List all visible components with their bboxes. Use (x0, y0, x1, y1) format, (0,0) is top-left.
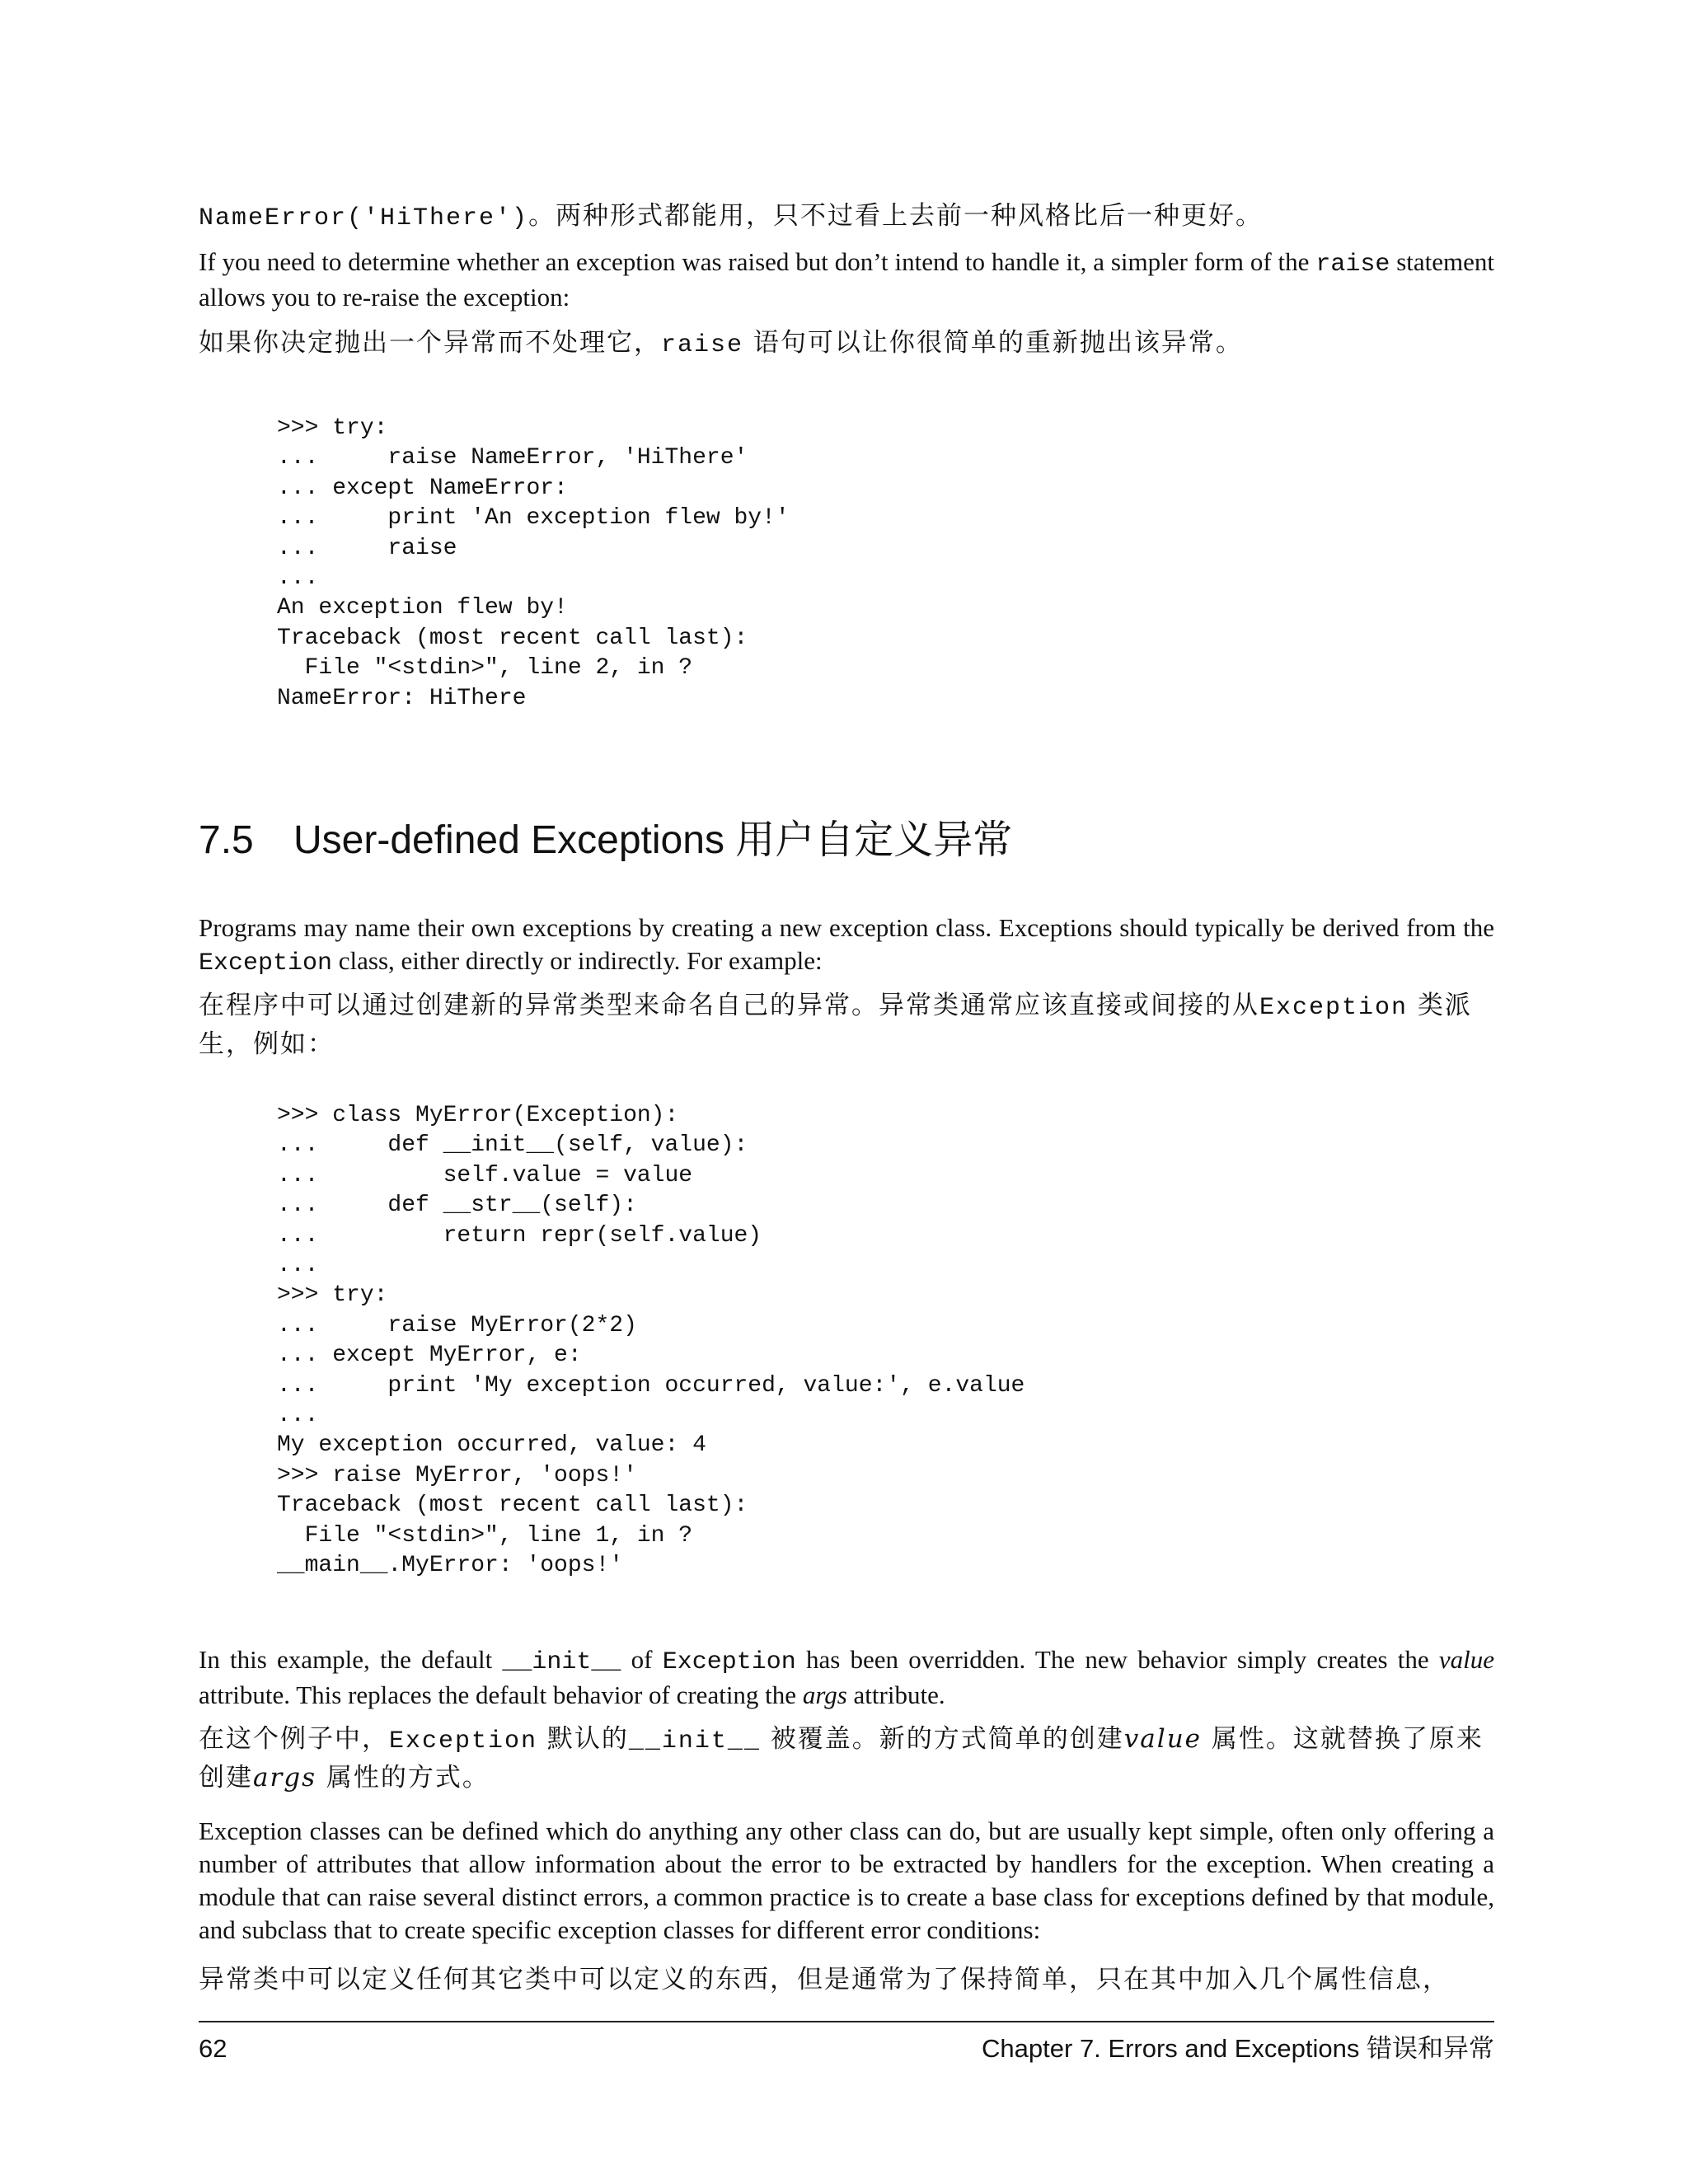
inline-code: Exception (1259, 994, 1409, 1022)
code-line: ... except NameError: (277, 475, 568, 501)
text: If you need to determine whether an exception was raised but don’t intend to handle it, a simpler form of the (199, 247, 1316, 276)
paragraph-reraise (199, 246, 1494, 314)
code-line: ... def __str__(self): (277, 1193, 637, 1219)
paragraph-user-exceptions-cn (199, 987, 1494, 1062)
emphasis: args (802, 1680, 847, 1709)
code-line: File "<stdin>", line 1, in ? (277, 1522, 693, 1549)
code-line: ... print 'My exception occurred, value:', e.value (277, 1372, 1025, 1399)
section-number: 7.5 (199, 818, 254, 862)
code-line: ... def __init__(self, value): (277, 1132, 748, 1159)
code-line: Traceback (most recent call last): (277, 625, 748, 651)
code-line: My exception occurred, value: 4 (277, 1432, 706, 1459)
code-line: NameError: HiThere (277, 685, 527, 711)
text: class, either directly or indirectly. For example: (332, 946, 823, 975)
inline-code: __init__ (502, 1648, 621, 1676)
inline-code: Exception (389, 1727, 538, 1755)
document-page (199, 0, 1494, 2184)
code-line: ... raise NameError, 'HiThere' (277, 445, 748, 471)
emphasis: value (1438, 1645, 1494, 1674)
text: 默认的 (537, 1724, 629, 1754)
text: 异常类中可以定义任何其它类中可以定义的东西，但是通常为了保持简单，只在其中加入几个属性信息， (199, 1965, 1450, 1994)
page-footer (199, 2031, 1494, 2067)
cn-text: 。两种形式都能用，只不过看上去前一种风格比后一种更好。 (528, 201, 1264, 231)
text: attribute. This replaces the default behavior of creating the (199, 1680, 803, 1709)
text: 如果你决定抛出一个异常而不处理它， (199, 328, 661, 358)
page-number: 62 (199, 2034, 227, 2063)
inline-code: Exception (662, 1648, 796, 1676)
text: 在这个例子中， (199, 1724, 389, 1754)
code-line: __main__.MyError: 'oops!' (277, 1553, 624, 1579)
text: 在程序中可以通过创建新的异常类型来命名自己的异常。异常类通常应该直接或间接的从 (199, 991, 1259, 1020)
text: attribute. (846, 1680, 945, 1709)
code-line: ... (277, 1253, 319, 1279)
code-line: File "<stdin>", line 2, in ? (277, 655, 693, 682)
text: 属性。这就替换了原来创建 (199, 1724, 1484, 1793)
code-line: ... raise (277, 535, 457, 561)
code-line: ... except MyError, e: (277, 1343, 582, 1369)
paragraph-exception-classes (199, 1815, 1494, 1947)
code-line: ... self.value = value (277, 1162, 693, 1188)
text: Exception classes can be defined which do anything any other class can do, but are usually kept simple, often only offering a number of attributes that allow information about the error to be extracted by handlers for the exception. When creating a module that can raise several distinct errors, a common practice is to create a base class for exceptions defined by that module, and subclass that to create specific exception classes for different error conditions: (199, 1816, 1494, 1944)
inline-code: raise (661, 331, 744, 359)
code-line: >>> try: (277, 1282, 388, 1309)
code-line: ... raise MyError(2*2) (277, 1312, 637, 1338)
section-title: User-defined Exceptions 用户自定义异常 (293, 818, 1013, 862)
code-line: An exception flew by! (277, 595, 568, 621)
code-block-myerror (277, 1101, 1025, 1582)
footer-divider (199, 2021, 1494, 2022)
inline-code: __init__ (628, 1727, 761, 1755)
code-block-reraise (277, 414, 790, 714)
text: has been overridden. The new behavior simply creates the (795, 1645, 1439, 1674)
text: statement allows you to re-raise the exception: (199, 247, 1494, 312)
code-line: >>> try: (277, 415, 388, 441)
text: In this example, the default (199, 1645, 503, 1674)
emphasis: value (1123, 1724, 1203, 1754)
paragraph-override-init-cn (199, 1721, 1494, 1796)
code-line: ... return repr(self.value) (277, 1222, 762, 1249)
code-line: ... print 'An exception flew by!' (277, 505, 790, 532)
continuation-line (199, 198, 1494, 237)
text: 属性的方式。 (316, 1763, 490, 1793)
paragraph-override-init (199, 1643, 1494, 1712)
text: 语句可以让你很简单的重新抛出该异常。 (743, 328, 1243, 358)
text: of (621, 1645, 663, 1674)
inline-code: Exception (199, 949, 333, 977)
paragraph-user-exceptions (199, 912, 1494, 980)
paragraph-exception-classes-cn (199, 1961, 1494, 1998)
text: Programs may name their own exceptions by creating a new exception class. Exceptions should typically be derived from the (199, 913, 1494, 942)
text: 被覆盖。新的方式简单的创建 (760, 1724, 1124, 1754)
text: 类派生，例如： (199, 991, 1472, 1059)
code-line: Traceback (most recent call last): (277, 1493, 748, 1519)
code-line: >>> class MyError(Exception): (277, 1103, 679, 1128)
paragraph-reraise-cn (199, 325, 1494, 363)
code-line: ... (277, 565, 319, 592)
inline-code: NameError('HiThere') (199, 204, 529, 232)
chapter-title: Chapter 7. Errors and Exceptions 错误和异常 (982, 2034, 1494, 2063)
code-line: ... (277, 1403, 319, 1429)
section-heading (199, 816, 1012, 865)
inline-code: raise (1315, 251, 1390, 279)
code-line: >>> raise MyError, 'oops!' (277, 1462, 637, 1488)
emphasis: args (253, 1763, 317, 1793)
